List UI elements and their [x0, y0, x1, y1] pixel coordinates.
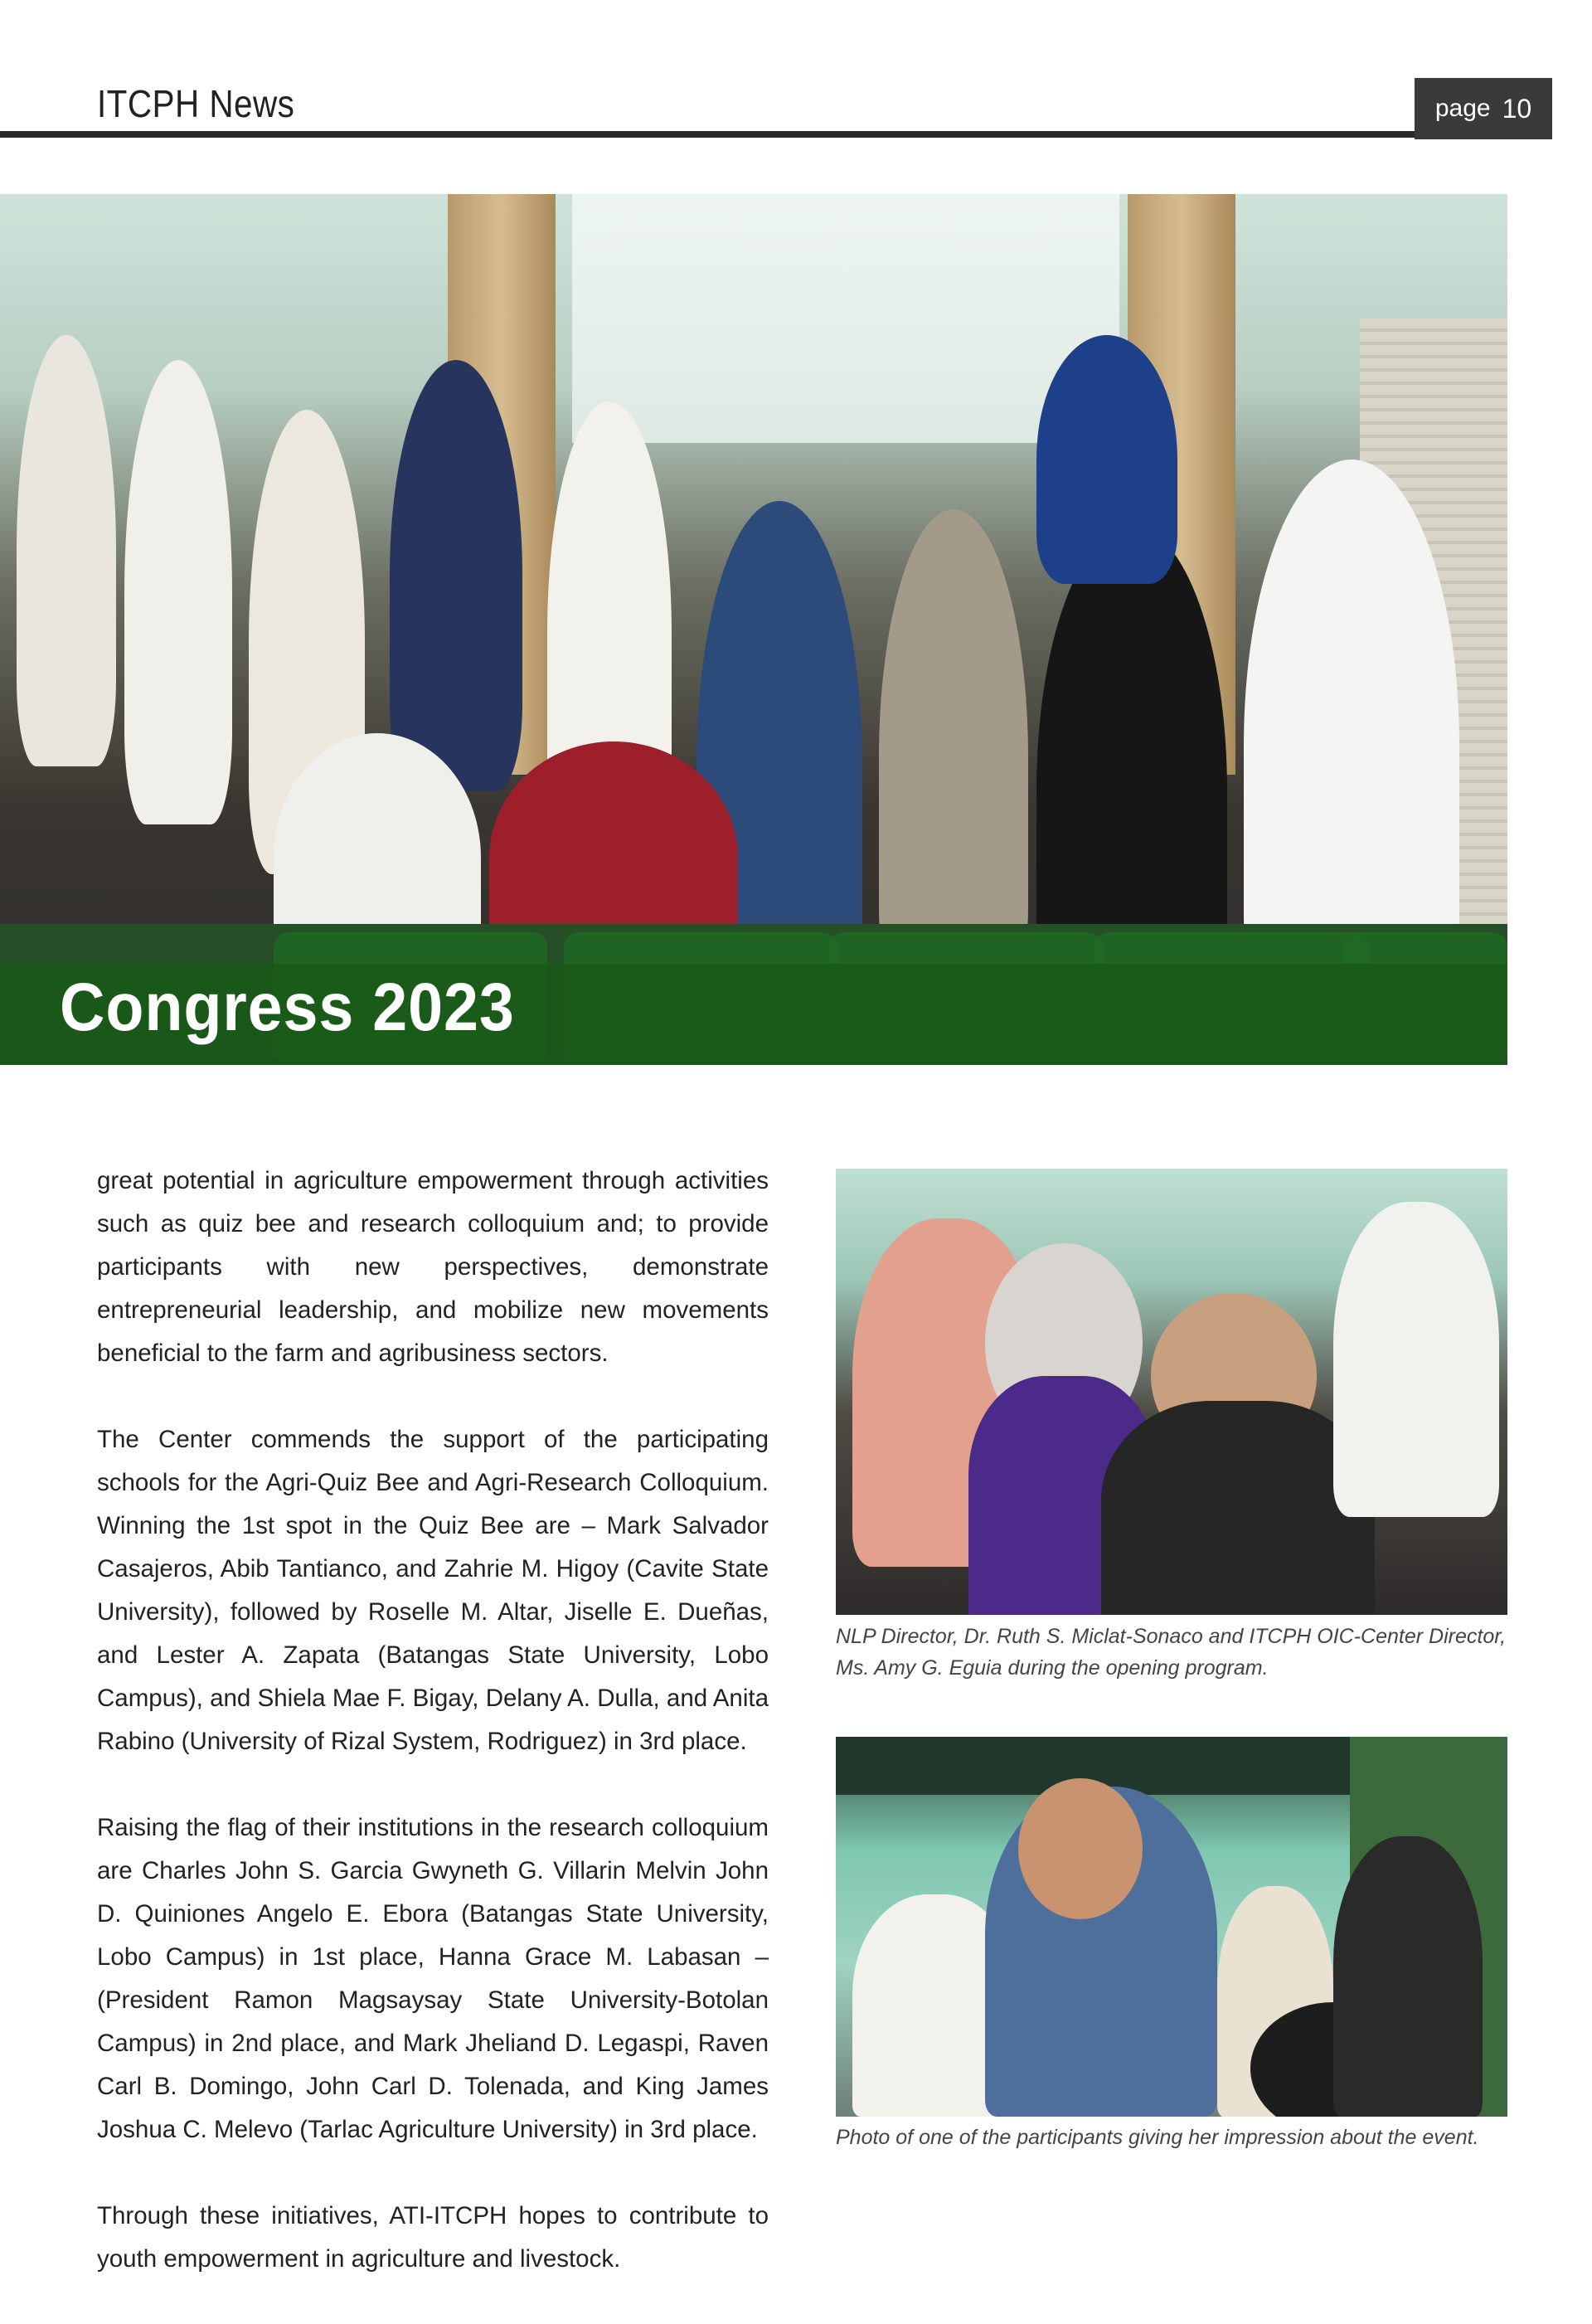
opening-program-photo: [836, 1169, 1507, 1615]
person: [124, 360, 232, 824]
person: [17, 335, 116, 766]
paragraph: great potential in agriculture empowerment through activities such as quiz bee and research colloquium and; to provide participants with new perspectives, demonstrate entrepreneurial leadership, and mobilize new movements beneficial to the farm and agribusiness sectors.: [97, 1167, 769, 1367]
participant-speaking-photo: [836, 1737, 1507, 2117]
banner-title: Congress 2023: [60, 970, 515, 1045]
person: [1018, 1778, 1143, 1919]
person: [1036, 335, 1177, 584]
hero-group-photo: [0, 194, 1507, 1065]
photo-caption: Photo of one of the participants giving her impression about the event.: [836, 2126, 1479, 2149]
header-rule: [0, 131, 1418, 138]
page-number: 10: [1502, 93, 1532, 124]
person: [390, 360, 522, 791]
photo-caption: NLP Director, Dr. Ruth S. Miclat-Sonaco and ITCPH OIC-Center Director, Ms. Amy G. Eguia during the opening program.: [836, 1625, 1507, 1680]
article-body: [97, 1160, 769, 2324]
projector-screen: [572, 194, 1119, 443]
paragraph: Through these initiatives, ATI-ITCPH hopes to contribute to youth empowerment in agriculture and livestock.: [97, 2202, 769, 2273]
person: [1333, 1202, 1499, 1517]
newsletter-title: ITCPH News: [97, 82, 295, 125]
paragraph: Raising the flag of their institutions in the research colloquium are Charles John S. Garcia Gwyneth G. Villarin Melvin John D. Quiniones Angelo E. Ebora (Batangas State University, Lobo Campus) in 1st place, Hanna Grace M. Labasan –(President Ramon Magsaysay State University-Botolan Campus) in 2nd place, and Mark Jheliand D. Legaspi, Raven Carl B. Domingo, John Carl D. Tolenada, and King James Joshua C. Melevo (Tarlac Agriculture University) in 3rd place.: [97, 1814, 769, 2143]
paragraph: The Center commends the support of the participating schools for the Agri-Quiz Bee and Agri-Research Colloquium. Winning the 1st spot in the Quiz Bee are – Mark Salvador Casajeros, Abib Tantianco, and Zahrie M. Higoy (Cavite State University), followed by Roselle M. Altar, Jiselle E. Dueñas, and Lester A. Zapata (Batangas State University, Lobo Campus), and Shiela Mae F. Bigay, Delany A. Dulla, and Anita Rabino (University of Rizal System, Rodriguez) in 3rd place.: [97, 1426, 769, 1755]
page-label: page: [1434, 95, 1491, 122]
page-badge: [1415, 78, 1552, 139]
person: [1333, 1836, 1483, 2117]
